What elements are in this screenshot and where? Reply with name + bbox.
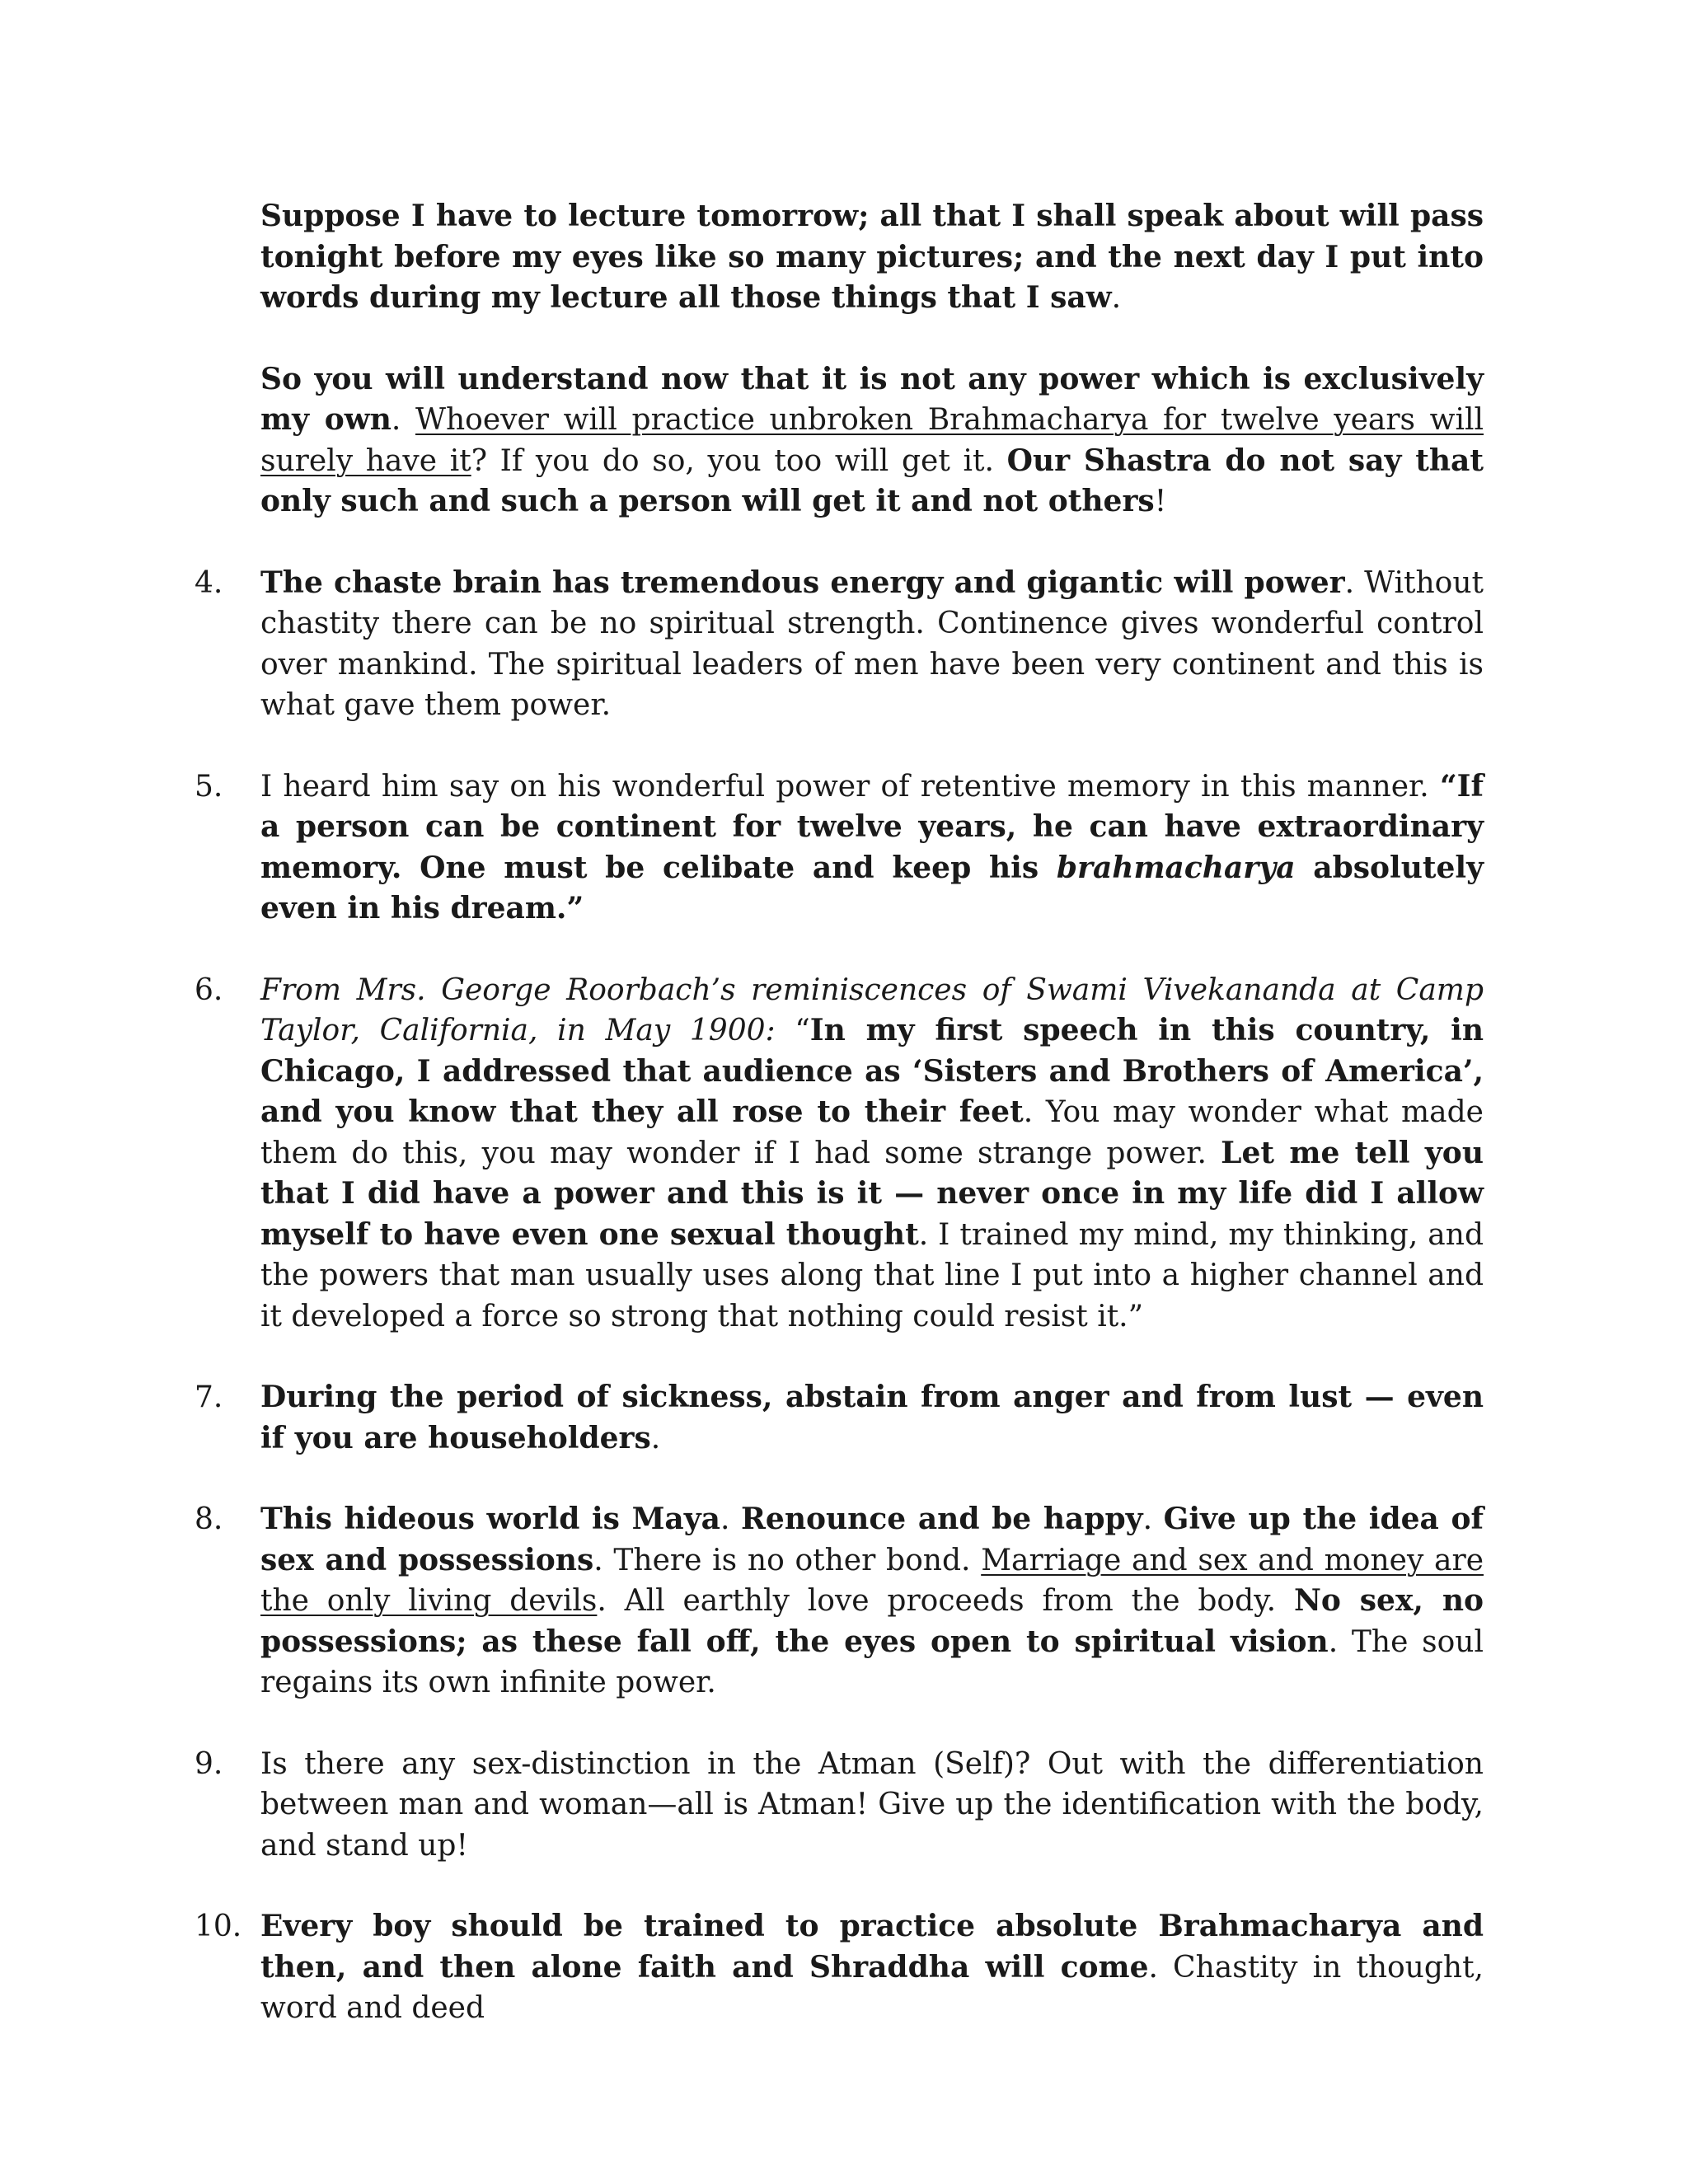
text-plain: . I trained my mind, my thinking, and the powers that man usually uses along that line I put into a higher channel and it developed a force so strong that nothing could resist it.”: [260, 1217, 1484, 1333]
list-item-9: [195, 1744, 1484, 1867]
text-bold: Suppose I have to lecture tomorrow; all that I shall speak about will pass tonight before my eyes like so many pictures; and the next day I put into words during my lecture all those things that I saw: [260, 199, 1484, 315]
document-body: [195, 196, 1484, 2069]
list-number: 7.: [195, 1380, 223, 1414]
text-bold: Our Shastra do not say that only such and such a person will get it and not others: [260, 443, 1484, 518]
text-bold: Every boy should be trained to practice absolute Brahmacharya and then, and then alone faith and Shraddha will come: [260, 1909, 1484, 1985]
text-bold: No sex, no possessions; as these fall off, the eyes open to spiritual vision: [260, 1583, 1484, 1659]
text-plain: . The soul regains its own infinite power.: [260, 1624, 1484, 1699]
text-plain: . Without chastity there can be no spiritual strength. Continence gives wonderful control over mankind. The spiritual leaders of men have been very continent and this is what gave them power.: [260, 565, 1484, 722]
text-plain: . There is no other bond.: [593, 1543, 982, 1577]
text-bold: In my first speech in this country, in Chicago, I addressed that audience as ‘Sisters and Brothers of America’, and you know that they all rose to their feet: [260, 1013, 1484, 1129]
list-number: 10.: [195, 1910, 242, 1943]
list-number: 5.: [195, 769, 223, 804]
list-item-7: [195, 1377, 1484, 1459]
text-plain: .: [1111, 281, 1122, 315]
text-plain: “: [775, 1014, 810, 1047]
list-item-10: [195, 1906, 1484, 2029]
list-number: 8.: [195, 1502, 223, 1536]
text-plain: Is there any sex-distinction in the Atman (Self)? Out with the differentiation between man and woman—all is Atman! Give up the identification with the body, and stand up!: [260, 1746, 1484, 1863]
text-plain: .: [720, 1502, 741, 1536]
list-item-4: [195, 563, 1484, 726]
text-bold: This hideous world is Maya: [260, 1502, 720, 1536]
text-plain: . Chastity in thought, word and deed: [260, 1950, 1484, 2025]
text-plain: ? If you do so, you too will get it.: [471, 443, 1007, 478]
text-bold: Give up the idea of sex and possessions: [260, 1502, 1484, 1577]
list-item-8: [195, 1499, 1484, 1704]
text-plain: !: [1154, 485, 1167, 518]
text-italic: From Mrs. George Roorbach’s reminiscences of Swami Vivekananda at Camp Taylor, California, in May 1900:: [260, 972, 1484, 1047]
text-underlined: Whoever will practice unbroken Brahmacharya for twelve years will surely have it: [260, 403, 1484, 478]
paragraph-lecture-vision: [260, 196, 1484, 319]
list-item-6: [195, 970, 1484, 1338]
list-item-5: [195, 766, 1484, 930]
text-plain: .: [650, 1421, 661, 1455]
text-bold: “If a person can be continent for twelve years, he can have extraordinary memory. One must be celibate and keep his: [260, 768, 1484, 885]
text-plain: .: [391, 403, 415, 437]
list-number: 9.: [195, 1746, 223, 1781]
text-bold: So you will understand now that it is not any power which is exclusively my own: [260, 361, 1484, 437]
list-number: 6.: [195, 972, 223, 1007]
text-bold: Let me tell you that I did have a power and this is it — never once in my life did I allow myself to have even one sexual thought: [260, 1135, 1484, 1252]
paragraph-not-exclusive-power: [260, 359, 1484, 523]
text-bold: absolutely even in his dream.”: [260, 850, 1484, 926]
text-bold: During the period of sickness, abstain from anger and from lust — even if you are householders: [260, 1380, 1484, 1455]
text-plain: . All earthly love proceeds from the body.: [597, 1584, 1294, 1618]
text-plain: .: [1142, 1502, 1164, 1536]
text-plain: I heard him say on his wonderful power of retentive memory in this manner.: [260, 769, 1440, 804]
list-number: 4.: [195, 565, 223, 600]
text-bold: The chaste brain has tremendous energy and gigantic will power: [260, 565, 1345, 600]
text-plain: . You may wonder what made them do this, you may wonder if I had some strange power.: [260, 1095, 1484, 1170]
text-bold: Renounce and be happy: [741, 1502, 1143, 1536]
text-underlined: Marriage and sex and money are the only living devils: [260, 1543, 1484, 1618]
text-bold-italic: brahmacharya: [1056, 850, 1296, 885]
